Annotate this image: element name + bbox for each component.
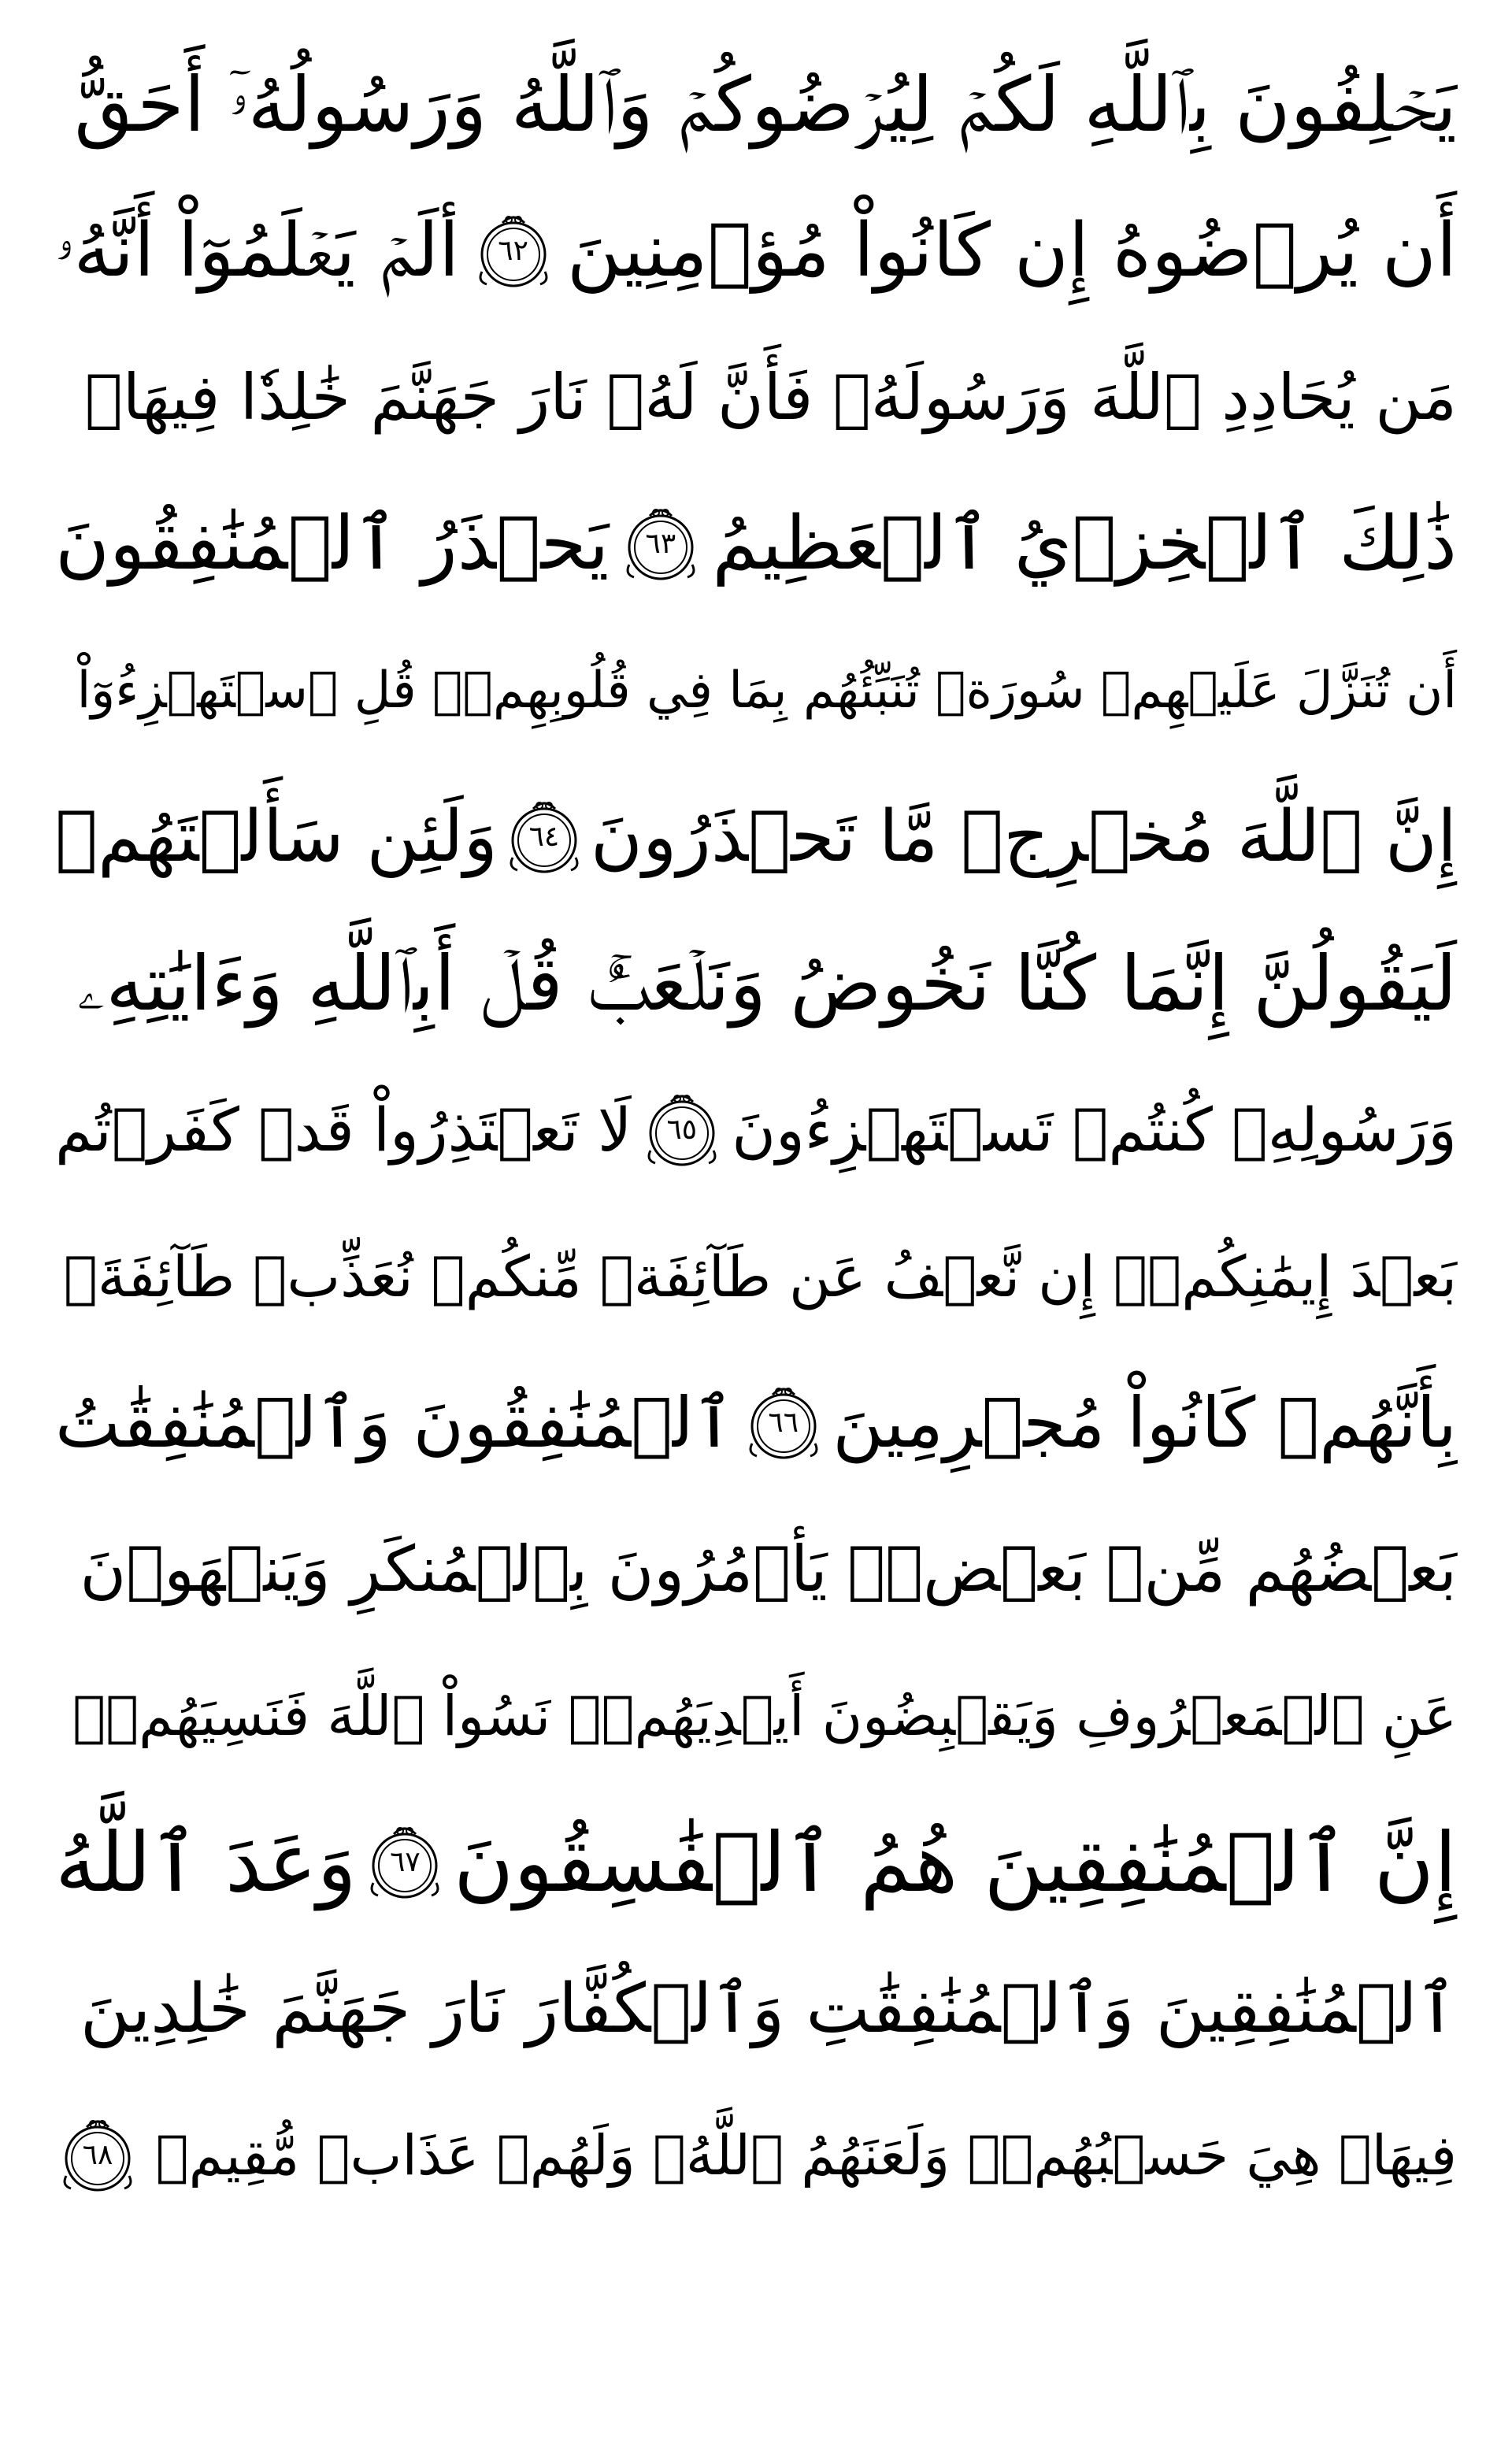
verse-text-segment: بَعۡضُهُم مِّنۢ بَعۡضٖۚ يَأۡمُرُونَ بِٱلۡمُنكَرِ وَيَنۡهَوۡنَ <box>80 1532 1457 1606</box>
verse-text-segment: وَعَدَ ٱللَّهُ <box>55 1814 357 1910</box>
verse-text-segment: وَلَئِن سَأَلۡتَهُمۡ <box>55 795 498 878</box>
verse-text-segment: ٱلۡمُنَٰفِقُونَ وَٱلۡمُنَٰفِقَٰتُ <box>55 1382 735 1463</box>
verse-number: ٦٢ <box>498 235 528 267</box>
verse-text-segment: عَنِ ٱلۡمَعۡرُوفِ وَيَقۡبِضُونَ أَيۡدِيَهُمۡۚ نَسُواْ ٱللَّهَ فَنَسِيَهُمۡۗ <box>72 1684 1457 1748</box>
verse-number-marker <box>55 2113 140 2198</box>
verse-text-segment: وَرَسُولِهِۦ كُنتُمۡ تَسۡتَهۡزِءُونَ <box>732 1095 1457 1165</box>
verse-number: ٦٥ <box>666 1114 698 1146</box>
text-line <box>55 2082 1457 2229</box>
verse-text-segment: يَحۡلِفُونَ بِٱللَّهِ لَكُمۡ لِيُرۡضُوكُمۡ وَٱللَّهُ وَرَسُولُهُۥٓ أَحَقُّ <box>74 61 1457 149</box>
quran-text-lines <box>55 32 1457 2229</box>
verse-number: ٦٨ <box>82 2139 113 2171</box>
verse-number: ٦٤ <box>528 821 560 853</box>
text-line <box>55 178 1457 324</box>
verse-number: ٦٧ <box>390 1846 421 1878</box>
verse-number: ٦٣ <box>645 528 676 560</box>
verse-text-segment: ٱلۡمُنَٰفِقِينَ وَٱلۡمُنَٰفِقَٰتِ وَٱلۡكُفَّارَ نَارَ جَهَنَّمَ خَٰلِدِينَ <box>80 1970 1457 2048</box>
verse-text-segment: بَعۡدَ إِيمَٰنِكُمۡۚ إِن نَّعۡفُ عَن طَآئِفَةٖ مِّنكُمۡ نُعَذِّبۡ طَآئِفَةَۢ <box>63 1243 1457 1310</box>
verse-number-marker <box>502 795 587 880</box>
text-line <box>55 1936 1457 2082</box>
verse-text-segment: بِأَنَّهُمۡ كَانُواْ مُجۡرِمِينَ <box>832 1382 1457 1463</box>
text-line <box>55 471 1457 617</box>
verse-text-segment: ذَٰلِكَ ٱلۡخِزۡيُ ٱلۡعَظِيمُ <box>712 501 1457 587</box>
verse-text-segment: أَن يُرۡضُوهُ إِن كَانُواْ مُؤۡمِنِينَ <box>566 208 1457 294</box>
verse-text-segment: إِنَّ ٱلۡمُنَٰفِقِينَ هُمُ ٱلۡفَٰسِقُونَ <box>454 1814 1457 1910</box>
verse-number-marker <box>741 1381 826 1466</box>
text-line <box>55 1057 1457 1203</box>
text-line <box>55 1789 1457 1936</box>
text-line <box>55 1643 1457 1789</box>
verse-number-marker <box>639 1088 724 1173</box>
text-line <box>55 617 1457 764</box>
verse-number-marker <box>471 209 556 294</box>
text-line <box>55 32 1457 178</box>
verse-number: ٦٦ <box>768 1406 799 1439</box>
text-line <box>55 910 1457 1057</box>
text-line <box>55 764 1457 910</box>
verse-text-segment: مَن يُحَادِدِ ٱللَّهَ وَرَسُولَهُۥ فَأَنَّ لَهُۥ نَارَ جَهَنَّمَ خَٰلِدٗا فِيهَاۚ <box>84 361 1457 434</box>
verse-text-segment: لَيَقُولُنَّ إِنَّمَا كُنَّا نَخُوضُ وَنَلۡعَبُۚ قُلۡ أَبِٱللَّهِ وَءَايَٰتِهِۦ <box>76 939 1457 1028</box>
verse-text-segment: ألَمۡ يَعۡلَمُوٓاْ أَنَّهُۥ <box>55 208 460 294</box>
text-line <box>55 1203 1457 1350</box>
verse-number-marker <box>362 1820 447 1905</box>
verse-number-marker <box>618 502 703 587</box>
verse-text-segment: لَا تَعۡتَذِرُواْ قَدۡ كَفَرۡتُم <box>55 1095 632 1165</box>
verse-text-segment: أَن تُنَزَّلَ عَلَيۡهِمۡ سُورَةٞ تُنَبِّئُهُم بِمَا فِي قُلُوبِهِمۡۚ قُلِ ٱسۡتَهۡزِءُوٓاْ <box>76 662 1457 720</box>
verse-text-segment: يَحۡذَرُ ٱلۡمُنَٰفِقُونَ <box>55 501 610 587</box>
text-line <box>55 1350 1457 1496</box>
verse-text-segment: فِيهَاۚ هِيَ حَسۡبُهُمۡۚ وَلَعَنَهُمُ ٱللَّهُۖ وَلَهُمۡ عَذَابٞ مُّقِيمٞ <box>155 2123 1457 2188</box>
text-line <box>55 1496 1457 1643</box>
text-line <box>55 324 1457 471</box>
verse-text-segment: إِنَّ ٱللَّهَ مُخۡرِجٞ مَّا تَحۡذَرُونَ <box>590 795 1457 878</box>
